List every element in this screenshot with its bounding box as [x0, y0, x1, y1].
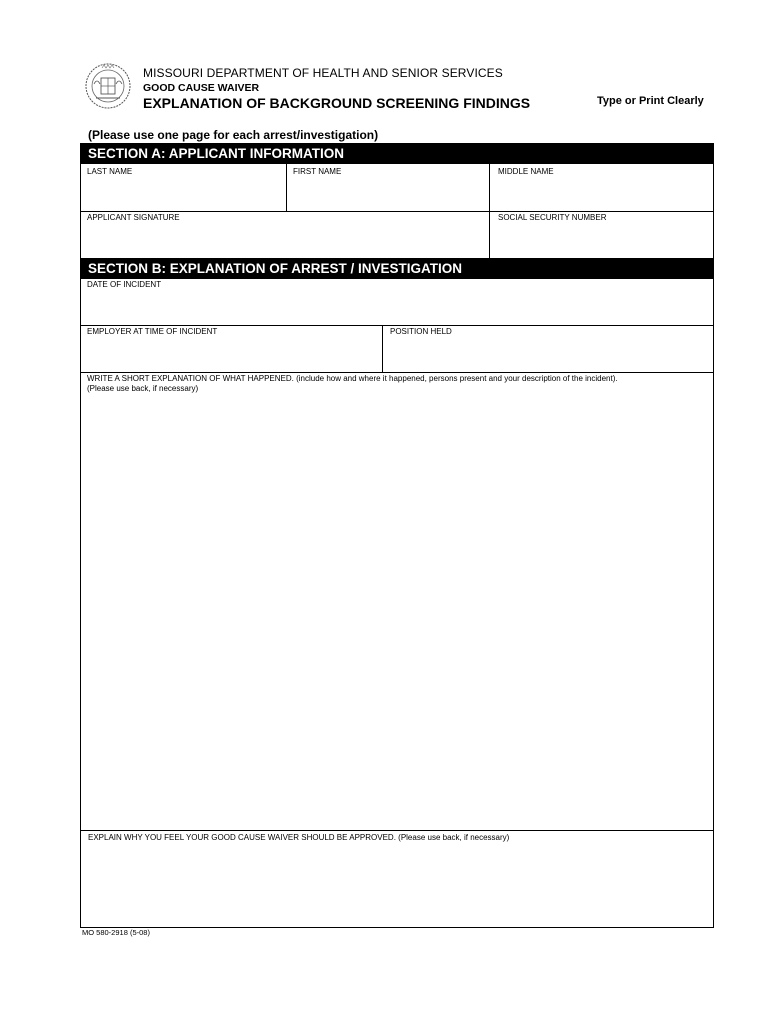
- explanation-label: WRITE A SHORT EXPLANATION OF WHAT HAPPENED. (include how and where it happened, persons present and your description of the incident).: [87, 374, 618, 383]
- one-page-note: (Please use one page for each arrest/investigation): [88, 128, 379, 142]
- program-name: GOOD CAUSE WAIVER: [143, 82, 260, 94]
- employer-field[interactable]: [80, 325, 383, 373]
- state-seal-icon: [84, 60, 132, 112]
- middle-name-field[interactable]: [489, 163, 714, 212]
- why-approved-label: EXPLAIN WHY YOU FEEL YOUR GOOD CAUSE WAIVER SHOULD BE APPROVED. (Please use back, if necessary): [88, 833, 510, 842]
- section-b-heading: SECTION B: EXPLANATION OF ARREST / INVESTIGATION: [80, 258, 714, 279]
- why-approved-field[interactable]: [80, 830, 714, 928]
- type-print-instruction: Type or Print Clearly: [597, 95, 704, 107]
- explanation-label-note: (Please use back, if necessary): [87, 384, 199, 393]
- last-name-label: LAST NAME: [87, 167, 133, 176]
- middle-name-label: MIDDLE NAME: [498, 167, 554, 176]
- ssn-field[interactable]: [489, 211, 714, 259]
- date-of-incident-label: DATE OF INCIDENT: [87, 280, 162, 289]
- ssn-label: SOCIAL SECURITY NUMBER: [498, 213, 607, 222]
- explanation-field[interactable]: [80, 372, 714, 831]
- applicant-signature-field[interactable]: [80, 211, 490, 259]
- employer-label: EMPLOYER AT TIME OF INCIDENT: [87, 327, 218, 336]
- last-name-field[interactable]: [80, 163, 287, 212]
- applicant-signature-label: APPLICANT SIGNATURE: [87, 213, 180, 222]
- date-of-incident-field[interactable]: [80, 278, 714, 326]
- position-held-field[interactable]: [382, 325, 714, 373]
- first-name-label: FIRST NAME: [293, 167, 342, 176]
- section-a-heading: SECTION A: APPLICANT INFORMATION: [80, 143, 714, 164]
- position-held-label: POSITION HELD: [390, 327, 452, 336]
- first-name-field[interactable]: [286, 163, 490, 212]
- form-number: MO 580-2918 (5-08): [82, 928, 150, 937]
- form-title: EXPLANATION OF BACKGROUND SCREENING FINDINGS: [143, 95, 531, 111]
- department-name: MISSOURI DEPARTMENT OF HEALTH AND SENIOR SERVICES: [143, 66, 503, 80]
